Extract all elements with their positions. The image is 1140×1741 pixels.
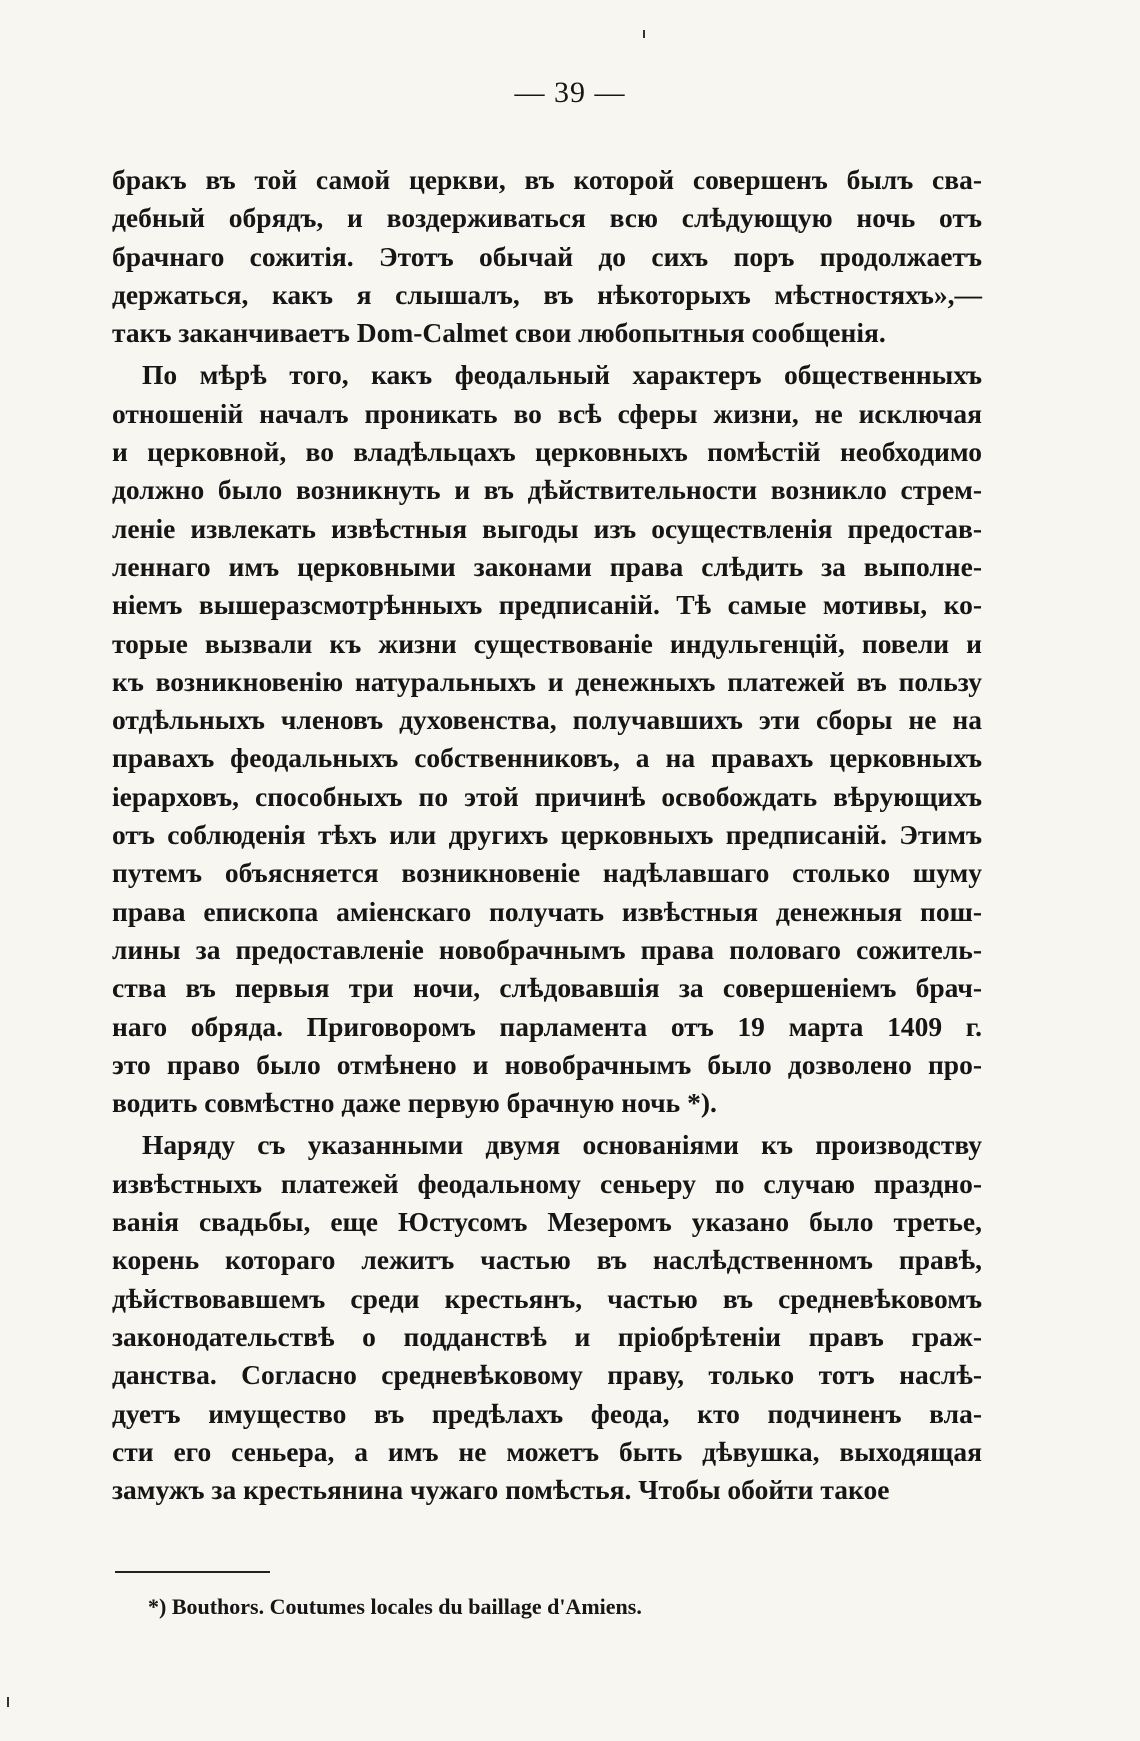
text-line: путемъ объясняется возникновеніе надѣлавшаго столько шуму	[112, 857, 982, 889]
text-line: дуетъ имущество въ предѣлахъ феода, кто подчиненъ вла-	[112, 1397, 982, 1429]
text-line: Наряду съ указанными двумя основаніями къ производству	[142, 1129, 982, 1161]
text-line: наго обряда. Приговоромъ парламента отъ 19 марта 1409 г.	[112, 1010, 982, 1042]
text-line: лины за предоставленіе новобрачнымъ права половаго сожитель-	[112, 933, 982, 965]
scan-speck-left	[7, 1697, 9, 1707]
text-line: корень котораго лежитъ частью въ наслѣдственномъ правѣ,	[112, 1244, 982, 1276]
text-line: дѣйствовавшемъ среди крестьянъ, частью въ средневѣковомъ	[112, 1282, 982, 1314]
text-line: извѣстныхъ платежей феодальному сеньеру по случаю праздно-	[112, 1167, 982, 1199]
text-line: ванія свадьбы, еще Юстусомъ Мезеромъ указано было третье,	[112, 1206, 982, 1238]
paragraph	[112, 1126, 982, 1509]
text-line: леніе извлекать извѣстныя выгоды изъ осуществленія предостав-	[112, 512, 982, 544]
scan-speck-top	[643, 30, 645, 38]
text-line: законодательствѣ о подданствѣ и пріобрѣтеніи правъ граж-	[112, 1320, 982, 1352]
text-line: замужъ за крестьянина чужаго помѣстья. Чтобы обойти такое	[112, 1474, 890, 1506]
footnote: *) Bouthors. Coutumes locales du baillage d'Amiens.	[148, 1594, 642, 1619]
text-line: отъ соблюденія тѣхъ или другихъ церковныхъ предписаній. Этимъ	[112, 819, 982, 851]
text-line: это право было отмѣнено и новобрачнымъ было дозволено про-	[112, 1048, 982, 1080]
text-line: По мѣрѣ того, какъ феодальный характеръ общественныхъ	[142, 359, 982, 391]
footnote-divider	[115, 1571, 270, 1573]
paragraph	[112, 356, 982, 1122]
text-line: ства въ первыя три ночи, слѣдовавшія за совершеніемъ брач-	[112, 972, 982, 1004]
text-line: бракъ въ той самой церкви, въ которой совершенъ былъ сва-	[112, 164, 982, 195]
text-line: отдѣльныхъ членовъ духовенства, получавшихъ эти сборы не на	[112, 704, 982, 736]
text-line: іерарховъ, способныхъ по этой причинѣ освобождать вѣрующихъ	[112, 780, 982, 812]
text-line: права епископа аміенскаго получать извѣстныя денежныя пош-	[112, 895, 982, 927]
text-line: торые вызвали къ жизни существованіе индульгенцій, повели и	[112, 627, 982, 659]
text-line: правахъ феодальныхъ собственниковъ, а на правахъ церковныхъ	[112, 742, 982, 774]
body-text	[112, 161, 982, 1509]
text-line: леннаго имъ церковными законами права слѣдить за выполне-	[112, 550, 982, 582]
text-line: водить совмѣстно даже первую брачную ночь *).	[112, 1087, 717, 1119]
page-number: — 39 —	[514, 76, 626, 109]
text-line: данства. Согласно средневѣковому праву, только тотъ наслѣ-	[112, 1359, 982, 1391]
text-line: дебный обрядъ, и воздерживаться всю слѣдующую ночь отъ	[112, 202, 982, 234]
text-line: къ возникновенію натуральныхъ и денежныхъ платежей въ пользу	[112, 665, 982, 697]
text-line: ніемъ вышеразсмотрѣнныхъ предписаній. Тѣ самые мотивы, ко-	[112, 589, 982, 621]
text-line: такъ заканчиваетъ Dom-Calmet свои любопытныя сообщенія.	[112, 317, 886, 349]
text-line: и церковной, во владѣльцахъ церковныхъ помѣстій необходимо	[112, 436, 982, 468]
text-line: держаться, какъ я слышалъ, въ нѣкоторыхъ мѣстностяхъ»,—	[112, 278, 982, 310]
text-line: сти его сеньера, а имъ не можетъ быть дѣвушка, выходящая	[112, 1435, 982, 1467]
text-line: отношеній началъ проникать во всѣ сферы жизни, не исключая	[112, 397, 982, 429]
text-line: брачнаго сожитія. Этотъ обычай до сихъ поръ продолжаетъ	[112, 240, 982, 272]
text-line: должно было возникнуть и въ дѣйствительности возникло стрем-	[112, 474, 982, 506]
paragraph	[112, 161, 982, 352]
